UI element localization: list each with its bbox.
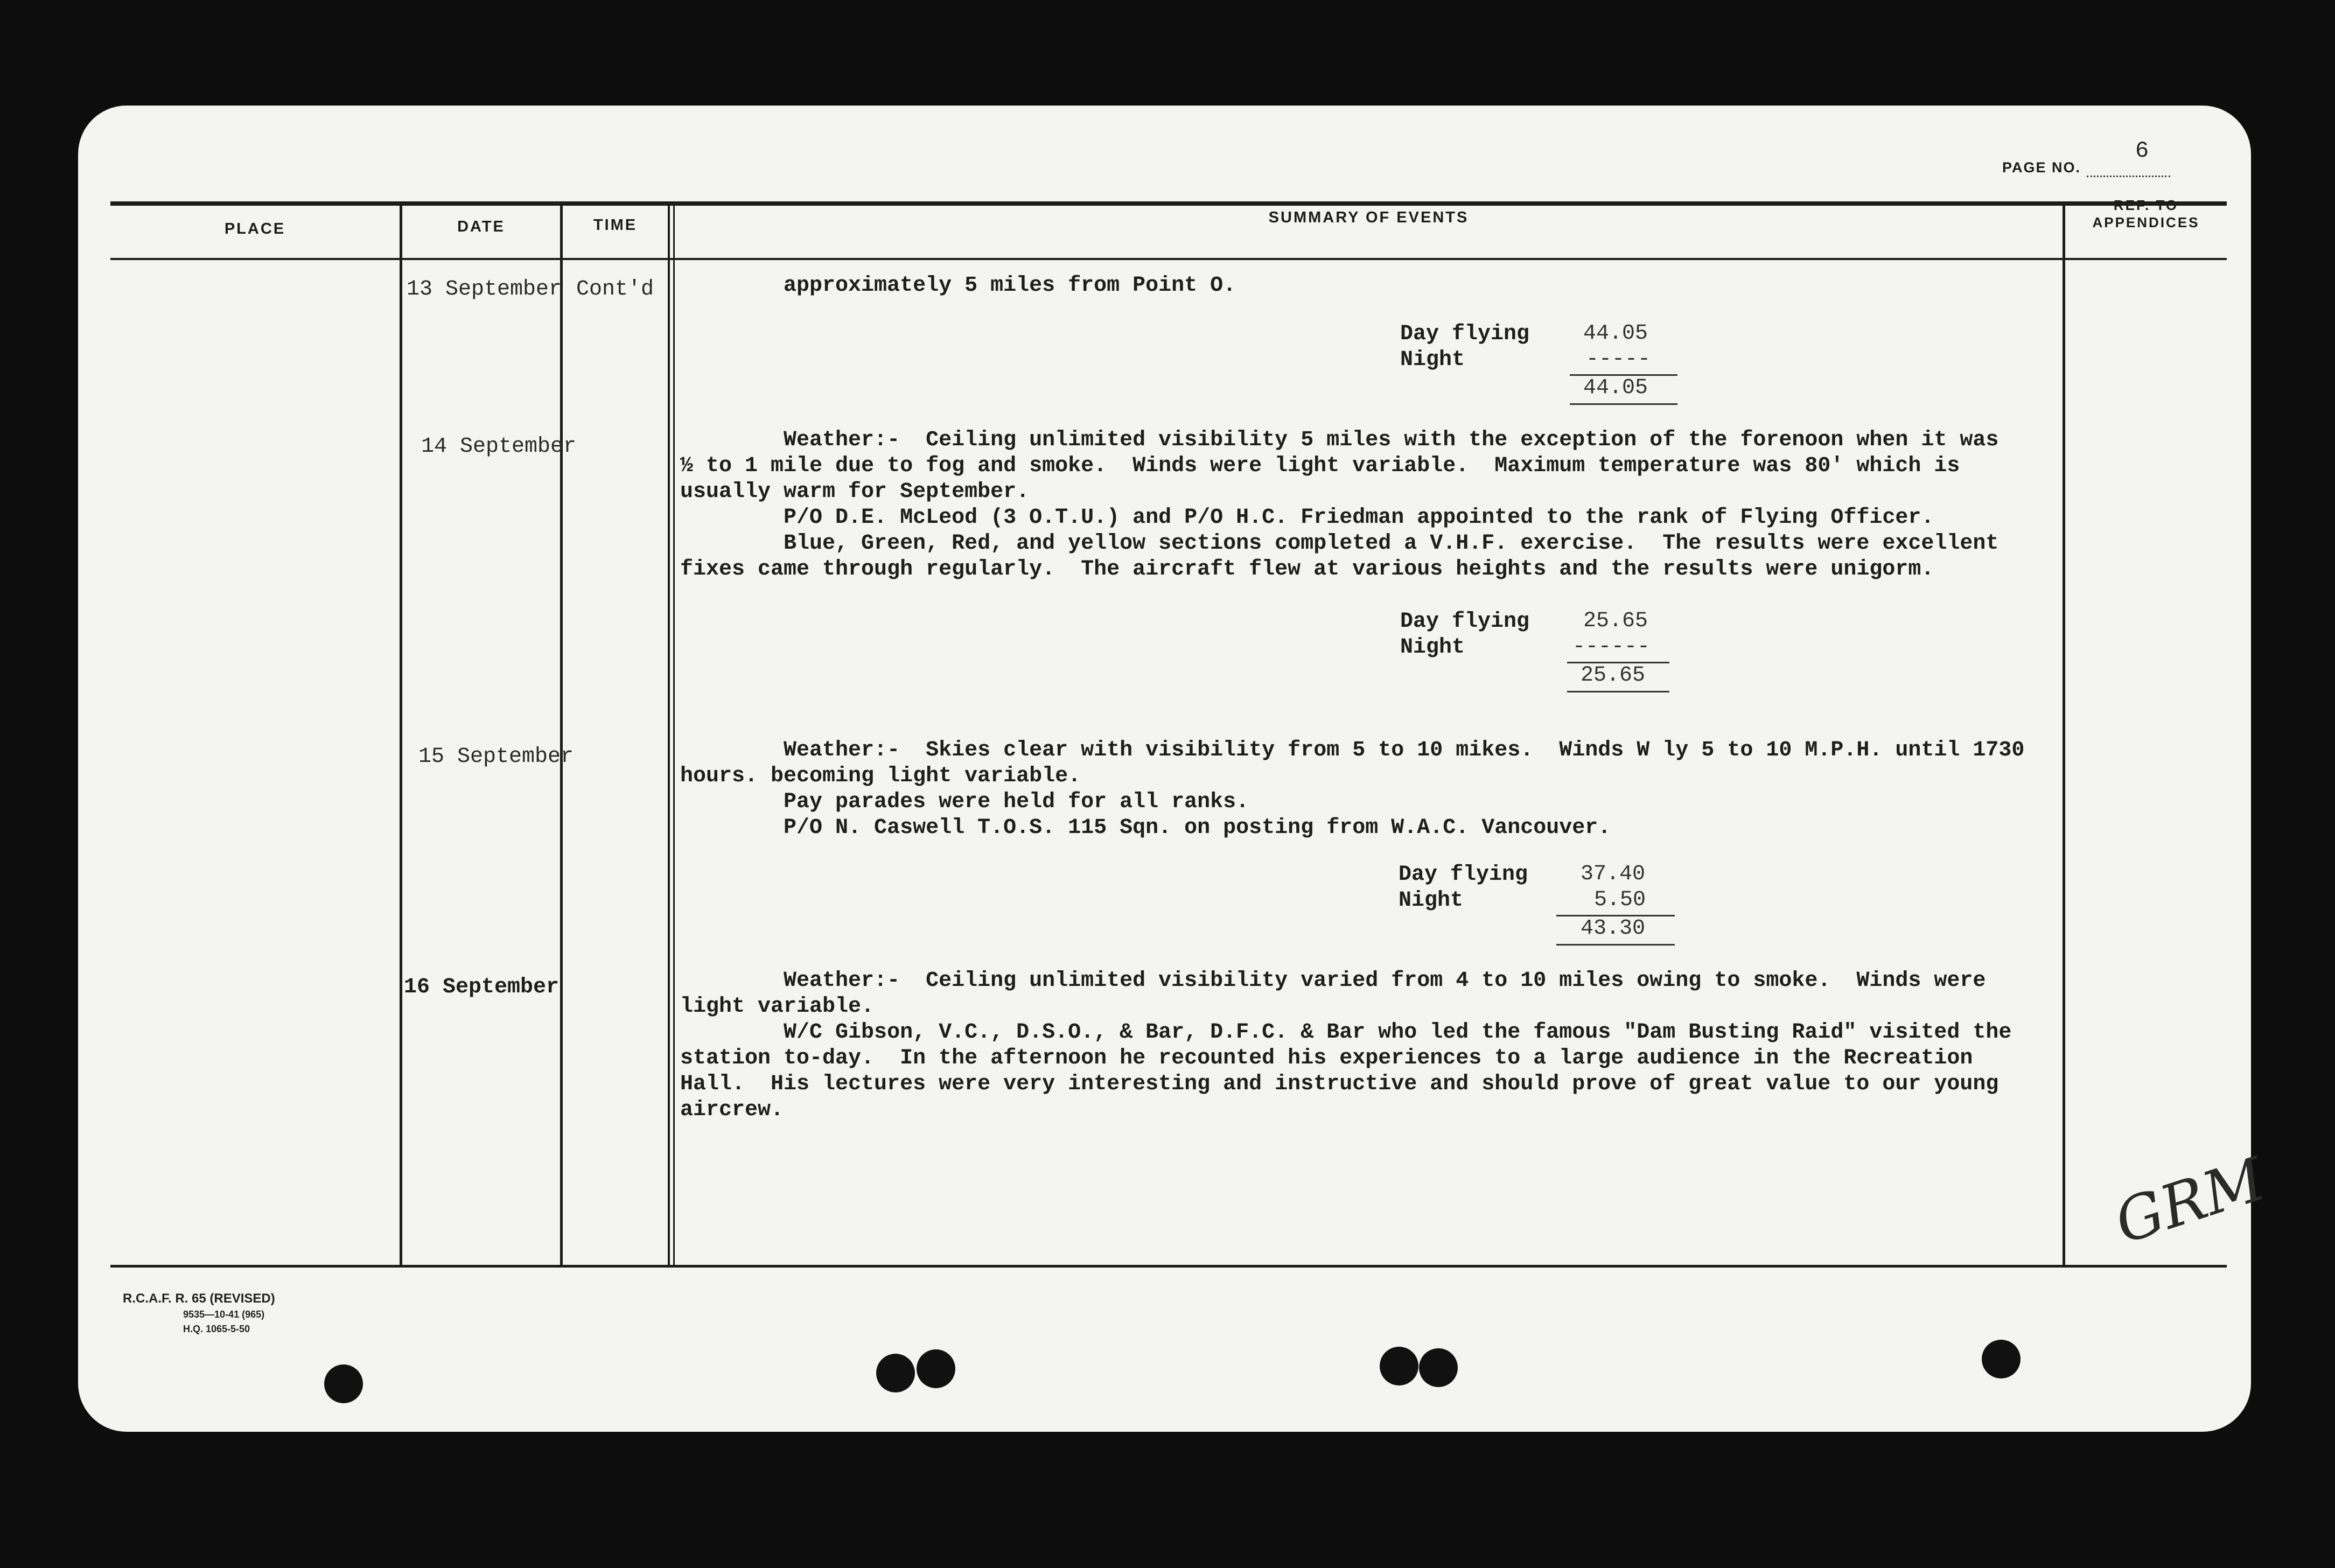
entry-text-line: Weather:- Ceiling unlimited visibility 5 miles with the exception of the forenoon when it was — [680, 428, 1999, 452]
entry-text-line: Pay parades were held for all ranks. — [680, 790, 1249, 814]
header-ref-line1: REF. TO — [2113, 197, 2179, 213]
page-number-label: PAGE NO. — [2002, 159, 2081, 176]
entry-text-line: station to-day. In the afternoon he recounted his experiences to a large audience in the Recreation — [680, 1046, 1973, 1070]
bottom-rule — [110, 1265, 2227, 1268]
entry-text-line: Weather:- Ceiling unlimited visibility varied from 4 to 10 miles owing to smoke. Winds were — [680, 969, 1986, 993]
col-rule-summary-ref — [2063, 204, 2065, 1267]
col-rule-date-time — [560, 204, 563, 1267]
entry-text-line: Hall. His lectures were very interesting and instructive and should prove of great value to our young — [680, 1072, 1999, 1096]
header-time: TIME — [593, 216, 638, 234]
entry-text-line: Weather:- Skies clear with visibility from 5 to 10 mikes. Winds W ly 5 to 10 M.P.H. until 1730 — [680, 738, 2025, 762]
entry-time: Cont'd — [576, 277, 654, 302]
entry-date: 15 September — [418, 745, 574, 769]
entry-text-line: ½ to 1 mile due to fog and smoke. Winds were light variable. Maximum temperature was 80' which is — [680, 454, 1960, 478]
night-flying-value: ----- — [1586, 347, 1651, 372]
handwritten-signature: GRM — [2107, 1144, 2274, 1257]
header-rule — [110, 258, 2227, 260]
page-number-underline — [2087, 176, 2170, 177]
entry-text-line: usually warm for September. — [680, 480, 1030, 504]
night-flying-value: ------ — [1572, 635, 1651, 659]
day-flying-value: 44.05 — [1583, 321, 1648, 346]
day-flying-label: Day flying — [1400, 322, 1530, 346]
punch-hole — [1982, 1340, 2021, 1378]
total-rule — [1570, 403, 1677, 405]
total-flying-value: 25.65 — [1581, 663, 1646, 688]
entry-date: 13 September — [407, 277, 562, 302]
header-ref-line2: APPENDICES — [2092, 214, 2200, 230]
punch-hole — [917, 1349, 955, 1388]
entry-text-line: P/O N. Caswell T.O.S. 115 Sqn. on posting from W.A.C. Vancouver. — [680, 816, 1611, 840]
night-flying-label: Night — [1400, 348, 1465, 372]
day-flying-label: Day flying — [1400, 610, 1530, 634]
col-rule-time-summary-b — [673, 204, 675, 1267]
top-rule — [110, 201, 2227, 206]
form-hq-code: H.Q. 1065-5-50 — [183, 1324, 250, 1334]
entry-text-line: aircrew. — [680, 1098, 784, 1122]
total-rule — [1567, 691, 1669, 692]
night-flying-label: Night — [1399, 888, 1464, 913]
entry-text-line: light variable. — [680, 995, 875, 1019]
day-flying-value: 37.40 — [1581, 862, 1646, 886]
header-date: DATE — [457, 218, 505, 235]
diary-page — [78, 106, 2274, 1432]
page-number: 6 — [2135, 138, 2149, 164]
entry-text-line: W/C Gibson, V.C., D.S.O., & Bar, D.F.C. & Bar who led the famous "Dam Busting Raid" visited the — [680, 1020, 2012, 1045]
entry-text-line: fixes came through regularly. The aircraft flew at various heights and the results were unigorm. — [680, 557, 1934, 582]
total-rule — [1556, 944, 1675, 946]
night-flying-label: Night — [1400, 635, 1465, 660]
night-flying-value: 5.50 — [1594, 888, 1646, 912]
entry-text-line: P/O D.E. McLeod (3 O.T.U.) and P/O H.C. Friedman appointed to the rank of Flying Officer. — [680, 506, 1934, 530]
total-flying-value: 43.30 — [1581, 916, 1646, 941]
header-place: PLACE — [224, 220, 286, 237]
entry-date: 14 September — [421, 435, 577, 459]
entry-text-line: hours. becoming light variable. — [680, 764, 1081, 788]
col-rule-place-date — [400, 204, 402, 1267]
entry-date: 16 September — [404, 975, 560, 999]
punch-hole — [1380, 1347, 1418, 1385]
punch-hole — [1419, 1348, 1458, 1387]
punch-hole — [324, 1364, 363, 1403]
header-summary: SUMMARY OF EVENTS — [1268, 209, 1469, 226]
entry-text-line: Blue, Green, Red, and yellow sections completed a V.H.F. exercise. The results were excellent — [680, 531, 1999, 556]
day-flying-value: 25.65 — [1583, 609, 1648, 633]
punch-hole — [876, 1354, 915, 1392]
col-rule-time-summary-a — [668, 204, 670, 1267]
entry-text-line: approximately 5 miles from Point O. — [680, 274, 1236, 298]
total-flying-value: 44.05 — [1583, 376, 1648, 400]
day-flying-label: Day flying — [1399, 863, 1528, 887]
form-number: R.C.A.F. R. 65 (REVISED) — [123, 1291, 275, 1306]
form-print-code: 9535—10-41 (965) — [183, 1309, 265, 1320]
